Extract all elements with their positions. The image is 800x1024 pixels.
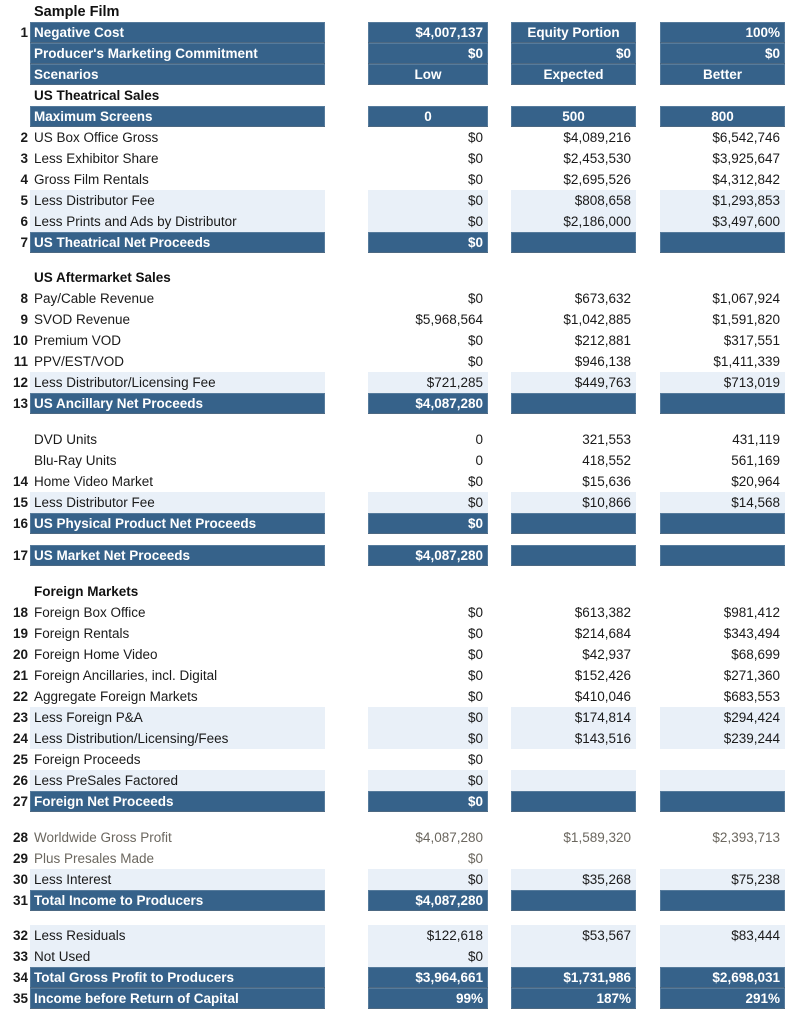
row-label: Less Foreign P&A [30, 707, 325, 728]
table-row [0, 372, 800, 393]
cell-low: $4,087,280 [368, 890, 488, 911]
cell-low: $0 [467, 130, 483, 145]
table-row [0, 211, 800, 232]
row-number: 19 [12, 626, 28, 641]
cell-better [660, 848, 785, 869]
table-row [0, 707, 800, 728]
section-gap [0, 534, 800, 545]
row-label: Not Used [30, 946, 325, 967]
table-row [0, 22, 800, 43]
cell-expected [511, 232, 636, 253]
row-number: 5 [20, 193, 28, 208]
cell-better: $271,360 [723, 668, 780, 683]
row-label: US Market Net Proceeds [30, 545, 325, 566]
cell-better: $1,067,924 [712, 291, 780, 306]
cell-better [660, 513, 785, 534]
section-gap [0, 812, 800, 827]
table-row [0, 749, 800, 770]
cell-expected: $946,138 [574, 354, 631, 369]
row-label: Less Distribution/Licensing/Fees [30, 728, 325, 749]
table-row [0, 925, 800, 946]
row-number: 22 [12, 689, 28, 704]
cell-better: $343,494 [723, 626, 780, 641]
row-label: Negative Cost [30, 22, 325, 43]
cell-expected [511, 791, 636, 812]
row-label: Less PreSales Factored [30, 770, 325, 791]
row-label: US Ancillary Net Proceeds [30, 393, 325, 414]
row-number [0, 106, 28, 127]
row-number: 2 [20, 130, 28, 145]
row-label: Gross Film Rentals [34, 172, 149, 187]
table-row [0, 450, 800, 471]
row-number: 30 [12, 872, 28, 887]
cell-expected: 321,553 [582, 432, 631, 447]
row-number: 13 [12, 396, 28, 411]
row-number: 11 [13, 354, 28, 369]
cell-better [660, 393, 785, 414]
row-label: Premium VOD [34, 333, 122, 348]
section-gap [0, 911, 800, 925]
row-label: Less Interest [30, 869, 325, 890]
title-row [0, 3, 800, 22]
row-number: 26 [12, 773, 28, 788]
cell-expected: $174,814 [511, 707, 636, 728]
row-label: Less Distributor Fee [30, 190, 325, 211]
table-row [0, 288, 800, 309]
section-gap [0, 566, 800, 581]
table-row [0, 106, 800, 127]
cell-expected: 187% [511, 988, 636, 1009]
table-row [0, 393, 800, 414]
row-label: Less Distributor/Licensing Fee [30, 372, 325, 393]
row-label: Blu-Ray Units [34, 453, 117, 468]
row-number: 33 [12, 949, 28, 964]
row-number: 27 [12, 794, 28, 809]
table-row [0, 686, 800, 707]
cell-low: $4,007,137 [368, 22, 488, 43]
cell-low: $0 [467, 474, 483, 489]
cell-expected: $2,186,000 [511, 211, 636, 232]
section-header [0, 267, 800, 288]
cell-expected: $10,866 [511, 492, 636, 513]
row-label: Less Exhibitor Share [34, 151, 159, 166]
cell-low: $122,618 [368, 925, 488, 946]
table-row [0, 665, 800, 686]
cell-expected: $4,089,216 [563, 130, 631, 145]
section-gap [0, 253, 800, 267]
cell-low: $721,285 [368, 372, 488, 393]
cell-expected [511, 848, 636, 869]
cell-better: 100% [660, 22, 785, 43]
row-number: 1 [20, 25, 28, 40]
table-row [0, 309, 800, 330]
cell-expected: $1,042,885 [563, 312, 631, 327]
cell-better: $239,244 [660, 728, 785, 749]
cell-low: $4,087,280 [368, 393, 488, 414]
table-row [0, 890, 800, 911]
table-row [0, 967, 800, 988]
cell-better: $6,542,746 [712, 130, 780, 145]
cell-better [660, 545, 785, 566]
cell-better: $3,497,600 [660, 211, 785, 232]
row-number: 18 [12, 605, 28, 620]
table-row [0, 127, 800, 148]
cell-better: $1,293,853 [660, 190, 785, 211]
row-number: 10 [12, 333, 28, 348]
cell-better: $683,553 [723, 689, 780, 704]
row-label: Income before Return of Capital [30, 988, 325, 1009]
row-label: Total Gross Profit to Producers [30, 967, 325, 988]
cell-expected: $0 [511, 43, 636, 64]
row-label: Foreign Proceeds [34, 752, 141, 767]
row-label: US Box Office Gross [34, 130, 159, 145]
row-label: Producer's Marketing Commitment [30, 43, 325, 64]
cell-expected: $1,731,986 [511, 967, 636, 988]
cell-expected: 500 [511, 106, 636, 127]
row-label: Worldwide Gross Profit [34, 830, 172, 845]
row-number: 24 [12, 731, 28, 746]
table-row [0, 232, 800, 253]
row-label: Foreign Home Video [34, 647, 158, 662]
cell-expected: $808,658 [511, 190, 636, 211]
table-row [0, 43, 800, 64]
cell-low: $4,087,280 [415, 830, 483, 845]
cell-better: $317,551 [723, 333, 780, 348]
cell-low: 0 [475, 453, 483, 468]
cell-low: $4,087,280 [368, 545, 488, 566]
row-label: US Theatrical Net Proceeds [30, 232, 325, 253]
row-label: Maximum Screens [30, 106, 325, 127]
cell-better: $14,568 [660, 492, 785, 513]
cell-better: $981,412 [723, 605, 780, 620]
cell-low: $0 [368, 43, 488, 64]
table-row [0, 513, 800, 534]
cell-low: $0 [368, 211, 488, 232]
section-header-label: US Aftermarket Sales [34, 270, 171, 285]
cell-expected: 418,552 [582, 453, 631, 468]
cell-expected: $673,632 [574, 291, 631, 306]
cell-better [660, 749, 785, 770]
row-number: 4 [20, 172, 28, 187]
cell-better: $4,312,842 [712, 172, 780, 187]
cell-expected: $212,881 [574, 333, 631, 348]
cell-low: $0 [467, 291, 483, 306]
cell-low: $0 [368, 513, 488, 534]
cell-better: 561,169 [731, 453, 780, 468]
row-label: SVOD Revenue [34, 312, 131, 327]
cell-low: $0 [368, 869, 488, 890]
cell-expected [511, 770, 636, 791]
table-row [0, 545, 800, 566]
table-row [0, 429, 800, 450]
row-number: 32 [12, 928, 28, 943]
table-row [0, 770, 800, 791]
row-label: Total Income to Producers [30, 890, 325, 911]
cell-expected: $2,453,530 [563, 151, 631, 166]
cell-expected: $143,516 [511, 728, 636, 749]
table-row [0, 623, 800, 644]
table-row [0, 351, 800, 372]
cell-low: 99% [368, 988, 488, 1009]
row-label: Scenarios [30, 64, 325, 85]
cell-low: $0 [368, 232, 488, 253]
cell-low: $0 [467, 605, 483, 620]
cell-low: $0 [368, 190, 488, 211]
cell-better: Better [660, 64, 785, 85]
row-number: 28 [12, 830, 28, 845]
table-row [0, 148, 800, 169]
row-label: US Physical Product Net Proceeds [30, 513, 325, 534]
cell-expected: $613,382 [574, 605, 631, 620]
cell-low: $0 [368, 791, 488, 812]
cell-better: $2,698,031 [660, 967, 785, 988]
cell-better: 291% [660, 988, 785, 1009]
cell-low: 0 [368, 106, 488, 127]
row-number: 35 [12, 991, 28, 1006]
cell-expected [511, 749, 636, 770]
cell-low: $0 [368, 707, 488, 728]
cell-better: $20,964 [731, 474, 780, 489]
cell-expected: $1,589,320 [563, 830, 631, 845]
cell-better: $1,591,820 [712, 312, 780, 327]
cell-low: $0 [368, 492, 488, 513]
table-row [0, 827, 800, 848]
cell-low: $0 [467, 151, 483, 166]
cell-better [660, 890, 785, 911]
cell-expected: $152,426 [574, 668, 631, 683]
cell-expected: $35,268 [511, 869, 636, 890]
page-title: Sample Film [34, 4, 120, 20]
cell-expected: $214,684 [574, 626, 631, 641]
row-number [0, 64, 28, 85]
cell-expected: Expected [511, 64, 636, 85]
cell-expected [511, 513, 636, 534]
cell-low: $0 [467, 354, 483, 369]
row-label: PPV/EST/VOD [34, 354, 125, 369]
row-number: 3 [20, 151, 28, 166]
row-label: Less Prints and Ads by Distributor [30, 211, 325, 232]
row-number: 29 [12, 851, 28, 866]
cell-better: $68,699 [731, 647, 780, 662]
cell-low: $0 [368, 946, 488, 967]
row-number: 31 [12, 893, 28, 908]
row-number: 7 [20, 235, 28, 250]
cell-better: $2,393,713 [712, 830, 780, 845]
cell-low: 0 [475, 432, 483, 447]
cell-better [660, 232, 785, 253]
row-label: Plus Presales Made [34, 851, 155, 866]
row-label: Foreign Ancillaries, incl. Digital [34, 668, 218, 683]
row-number: 12 [12, 375, 28, 390]
row-number: 23 [12, 710, 28, 725]
row-number: 14 [12, 474, 28, 489]
row-label: Foreign Box Office [34, 605, 146, 620]
row-number: 17 [12, 548, 28, 563]
cell-expected: $449,763 [511, 372, 636, 393]
row-number: 21 [12, 668, 28, 683]
row-number: 16 [12, 516, 28, 531]
cell-expected [511, 393, 636, 414]
cell-low: $0 [467, 668, 483, 683]
row-number [0, 450, 28, 471]
table-row [0, 471, 800, 492]
row-label: Foreign Net Proceeds [30, 791, 325, 812]
row-number: 15 [12, 495, 28, 510]
cell-low: $0 [467, 626, 483, 641]
cell-better: $75,238 [660, 869, 785, 890]
cell-low: $0 [467, 689, 483, 704]
row-number: 6 [20, 214, 28, 229]
cell-low: $0 [467, 333, 483, 348]
table-row [0, 644, 800, 665]
table-row [0, 869, 800, 890]
row-label: Foreign Rentals [34, 626, 130, 641]
row-number [0, 429, 28, 450]
section-gap [0, 414, 800, 429]
section-header [0, 581, 800, 602]
row-label: Pay/Cable Revenue [34, 291, 155, 306]
cell-better: $83,444 [660, 925, 785, 946]
row-number [0, 43, 28, 64]
row-label: Less Distributor Fee [30, 492, 325, 513]
table-row [0, 602, 800, 623]
cell-expected: $15,636 [582, 474, 631, 489]
cell-better: $713,019 [660, 372, 785, 393]
cell-expected: $53,567 [511, 925, 636, 946]
table-row [0, 492, 800, 513]
table-row [0, 190, 800, 211]
cell-better: 800 [660, 106, 785, 127]
table-row [0, 988, 800, 1009]
cell-better: 431,119 [732, 432, 780, 447]
table-row [0, 791, 800, 812]
cell-better: $0 [660, 43, 785, 64]
cell-better: $1,411,339 [713, 354, 780, 369]
cell-low: $0 [368, 770, 488, 791]
table-row [0, 330, 800, 351]
section-header [0, 85, 800, 106]
cell-better: $3,925,647 [712, 151, 780, 166]
cell-better: $294,424 [660, 707, 785, 728]
cell-expected: Equity Portion [511, 22, 636, 43]
section-header-label: US Theatrical Sales [34, 88, 160, 103]
cell-low: $0 [467, 851, 483, 866]
row-number: 9 [20, 312, 28, 327]
cell-low: $0 [467, 752, 483, 767]
cell-expected: $410,046 [574, 689, 631, 704]
cell-low: $0 [467, 172, 483, 187]
section-header-label: Foreign Markets [34, 584, 139, 599]
table-row [0, 64, 800, 85]
row-number: 34 [12, 970, 28, 985]
cell-low: $0 [368, 728, 488, 749]
cell-expected [511, 946, 636, 967]
row-label: Aggregate Foreign Markets [34, 689, 198, 704]
row-number: 25 [12, 752, 28, 767]
cell-expected [511, 545, 636, 566]
cell-better [660, 946, 785, 967]
row-label: Less Residuals [30, 925, 325, 946]
cell-low: $3,964,661 [368, 967, 488, 988]
row-label: DVD Units [34, 432, 98, 447]
cell-expected: $2,695,526 [563, 172, 631, 187]
table-row [0, 946, 800, 967]
cell-low: Low [368, 64, 488, 85]
table-row [0, 728, 800, 749]
table-row [0, 848, 800, 869]
cell-low: $5,968,564 [415, 312, 483, 327]
cell-expected: $42,937 [582, 647, 631, 662]
cell-expected [511, 890, 636, 911]
cell-better [660, 770, 785, 791]
cell-low: $0 [467, 647, 483, 662]
row-label: Home Video Market [34, 474, 154, 489]
cell-better [660, 791, 785, 812]
row-number: 8 [20, 291, 28, 306]
table-row [0, 169, 800, 190]
sheet-rows [0, 22, 800, 1009]
row-number: 20 [12, 647, 28, 662]
